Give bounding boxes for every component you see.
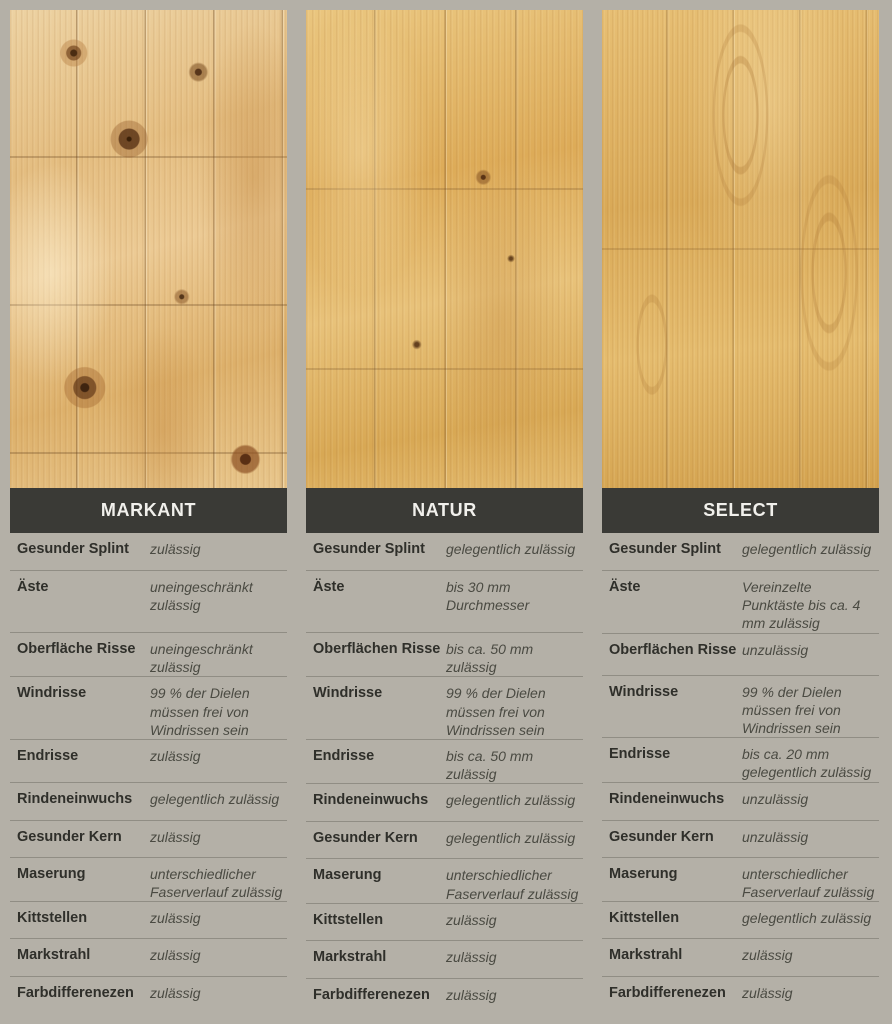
spec-label: Äste bbox=[17, 579, 49, 595]
spec-label: Gesunder Kern bbox=[609, 828, 714, 845]
spec-table-natur bbox=[306, 533, 583, 1020]
spec-row bbox=[10, 676, 287, 739]
spec-value: 99 % der Dielen müssen frei von Windrissen sein bbox=[742, 683, 842, 736]
spec-row bbox=[602, 570, 879, 633]
spec-row bbox=[602, 857, 879, 901]
spec-label: Äste bbox=[609, 579, 641, 595]
spec-row bbox=[10, 533, 287, 570]
spec-value: zulässig bbox=[150, 947, 201, 964]
spec-value: unterschiedlicher Faserverlauf zulässig bbox=[742, 865, 875, 900]
spec-value: zulässig bbox=[150, 747, 201, 764]
spec-row bbox=[306, 903, 583, 940]
spec-label: Endrisse bbox=[17, 747, 79, 764]
spec-value: gelegentlich zulässig bbox=[446, 830, 576, 847]
spec-row bbox=[306, 783, 583, 821]
spec-label: Oberflächen Risse bbox=[313, 641, 441, 657]
grade-title: MARKANT bbox=[100, 500, 197, 520]
spec-row bbox=[10, 739, 287, 782]
spec-value: Vereinzelte Punktäste bis ca. 4 mm zulässig bbox=[742, 579, 861, 632]
spec-value: 99 % der Dielen müssen frei von Windrissen sein bbox=[446, 685, 546, 738]
spec-value: bis ca. 20 mm gelegentlich zulässig bbox=[742, 746, 872, 781]
wood-sample-photo-select bbox=[602, 10, 879, 488]
grade-title: NATUR bbox=[412, 500, 477, 520]
spec-row bbox=[306, 570, 583, 632]
spec-label: Markstrahl bbox=[609, 946, 683, 963]
spec-row bbox=[10, 976, 287, 1018]
spec-label: Rindeneinwuchs bbox=[313, 792, 429, 809]
spec-value: gelegentlich zulässig bbox=[446, 792, 576, 809]
spec-row bbox=[10, 782, 287, 820]
spec-label: Markstrahl bbox=[313, 948, 387, 965]
spec-value: zulässig bbox=[150, 828, 201, 845]
grade-header-select bbox=[602, 488, 879, 533]
spec-value: zulässig bbox=[446, 911, 497, 928]
spec-label: Rindeneinwuchs bbox=[609, 790, 725, 807]
spec-value: gelegentlich zulässig bbox=[150, 790, 280, 807]
spec-value: zulässig bbox=[446, 986, 497, 1003]
spec-value: uneingeschränkt zulässig bbox=[150, 579, 253, 614]
spec-row bbox=[10, 820, 287, 857]
spec-label: Kittstellen bbox=[609, 909, 680, 926]
wood-sample-photo-natur bbox=[306, 10, 583, 488]
spec-row bbox=[602, 938, 879, 976]
spec-label: Farbdifferenezen bbox=[609, 984, 726, 1001]
spec-value: bis ca. 50 mm zulässig bbox=[446, 747, 534, 783]
spec-label: Farbdifferenezen bbox=[313, 986, 430, 1003]
spec-value: zulässig bbox=[446, 948, 497, 965]
spec-row bbox=[602, 675, 879, 738]
spec-value: unterschiedlicher Faserverlauf zulässig bbox=[150, 865, 283, 901]
spec-value: uneingeschränkt zulässig bbox=[150, 641, 253, 676]
spec-row bbox=[602, 976, 879, 1018]
wood-sample-photo-markant bbox=[10, 10, 287, 488]
spec-row bbox=[602, 633, 879, 675]
spec-label: Endrisse bbox=[609, 746, 671, 763]
spec-row bbox=[10, 901, 287, 938]
spec-label: Oberfläche Risse bbox=[17, 641, 136, 657]
spec-value: unterschiedlicher Faserverlauf zulässig bbox=[446, 867, 579, 902]
spec-label: Markstrahl bbox=[17, 947, 91, 964]
grade-column-markant bbox=[10, 10, 287, 1024]
spec-table-markant bbox=[10, 533, 287, 1018]
spec-row bbox=[602, 820, 879, 857]
spec-value: bis ca. 50 mm zulässig bbox=[446, 641, 534, 676]
spec-row bbox=[10, 857, 287, 901]
spec-row bbox=[306, 821, 583, 858]
spec-label: Gesunder Splint bbox=[17, 541, 129, 557]
spec-row bbox=[306, 632, 583, 676]
spec-row bbox=[602, 533, 879, 570]
spec-value: zulässig bbox=[150, 910, 201, 927]
spec-row bbox=[10, 570, 287, 632]
spec-label: Endrisse bbox=[313, 747, 375, 764]
spec-label: Windrisse bbox=[609, 683, 679, 700]
spec-value: unzulässig bbox=[742, 828, 809, 845]
spec-value: gelegentlich zulässig bbox=[446, 541, 576, 557]
grade-header-natur bbox=[306, 488, 583, 533]
spec-value: unzulässig bbox=[742, 790, 809, 807]
spec-row bbox=[602, 901, 879, 938]
spec-value: bis 30 mm Durchmesser bbox=[446, 579, 530, 614]
spec-label: Windrisse bbox=[313, 685, 383, 702]
spec-value: gelegentlich zulässig bbox=[742, 541, 872, 557]
spec-label: Oberflächen Risse bbox=[609, 641, 737, 658]
spec-row bbox=[10, 938, 287, 976]
spec-table-select bbox=[602, 533, 879, 1018]
spec-value: 99 % der Dielen müssen frei von Windrissen sein bbox=[150, 685, 250, 738]
spec-value: zulässig bbox=[150, 985, 201, 1002]
spec-row bbox=[306, 533, 583, 570]
spec-row bbox=[602, 782, 879, 820]
spec-label: Gesunder Splint bbox=[313, 541, 425, 557]
spec-row bbox=[306, 858, 583, 902]
spec-value: zulässig bbox=[742, 946, 793, 963]
spec-label: Farbdifferenezen bbox=[17, 985, 134, 1002]
spec-label: Rindeneinwuchs bbox=[17, 790, 133, 807]
spec-row bbox=[10, 632, 287, 676]
spec-label: Gesunder Kern bbox=[17, 828, 122, 845]
grade-column-natur bbox=[306, 10, 583, 1024]
spec-label: Gesunder Splint bbox=[609, 541, 721, 557]
spec-label: Maserung bbox=[313, 867, 382, 884]
spec-row bbox=[306, 940, 583, 978]
spec-label: Kittstellen bbox=[17, 910, 88, 927]
spec-row bbox=[306, 739, 583, 783]
grade-column-select bbox=[602, 10, 879, 1024]
spec-row bbox=[602, 737, 879, 781]
spec-label: Gesunder Kern bbox=[313, 830, 418, 847]
spec-row bbox=[306, 676, 583, 739]
spec-label: Windrisse bbox=[17, 685, 87, 702]
spec-value: zulässig bbox=[742, 984, 793, 1001]
spec-label: Äste bbox=[313, 579, 345, 595]
spec-row bbox=[306, 978, 583, 1020]
grade-header-markant bbox=[10, 488, 287, 533]
spec-value: gelegentlich zulässig bbox=[742, 909, 872, 926]
grade-title: SELECT bbox=[703, 500, 778, 520]
spec-value: zulässig bbox=[150, 541, 201, 557]
spec-label: Maserung bbox=[17, 865, 86, 882]
spec-label: Maserung bbox=[609, 865, 678, 882]
spec-value: unzulässig bbox=[742, 641, 809, 658]
spec-label: Kittstellen bbox=[313, 911, 384, 928]
